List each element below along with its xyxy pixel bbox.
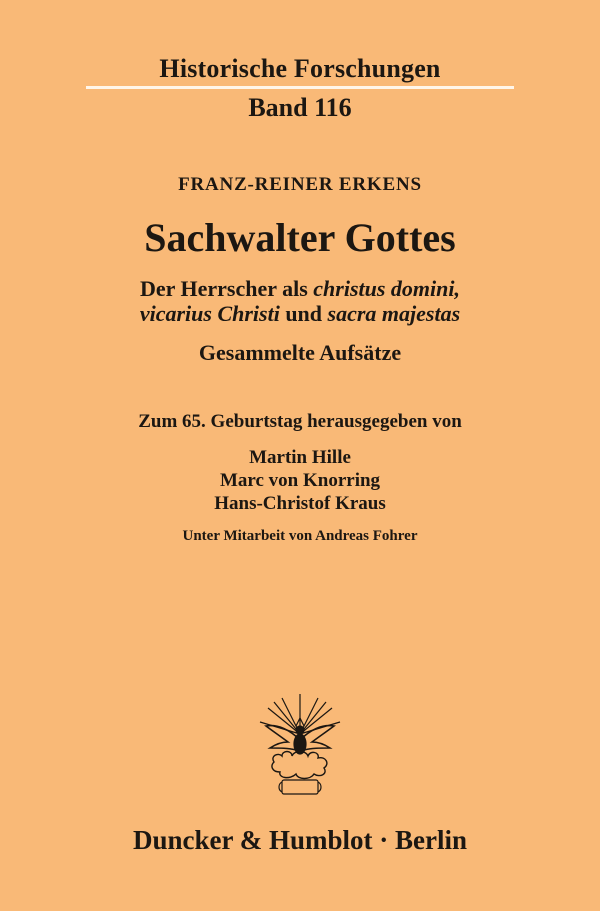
- series-divider: [86, 86, 514, 89]
- subtitle-line-1: [0, 276, 600, 302]
- author-name: FRANZ-REINER ERKENS: [178, 174, 422, 195]
- editors-intro: Zum 65. Geburtstag herausgegeben von: [138, 411, 462, 432]
- phoenix-emblem-icon: [252, 690, 348, 798]
- volume-number: Band 116: [248, 93, 352, 122]
- editor-name: Hans-Christof Kraus: [214, 493, 386, 514]
- series-title: Historische Forschungen: [159, 54, 441, 83]
- publisher-imprint: Duncker & Humblot · Berlin: [132, 825, 468, 855]
- subtitle-line-3: Gesammelte Aufsätze: [198, 340, 402, 365]
- subtitle-italic: sacra majestas: [327, 301, 461, 326]
- subtitle-italic: christus domini,: [313, 276, 460, 301]
- collaboration-note: Unter Mitarbeit von Andreas Fohrer: [182, 528, 418, 544]
- subtitle-text: Der Herrscher als: [139, 276, 314, 301]
- subtitle-italic: vicarius Christi: [139, 301, 280, 326]
- subtitle-text: und: [279, 301, 328, 326]
- editor-name: Martin Hille: [249, 447, 351, 468]
- book-title: Sachwalter Gottes: [144, 215, 456, 260]
- editor-name: Marc von Knorring: [219, 470, 381, 491]
- subtitle-line-2: [0, 301, 600, 327]
